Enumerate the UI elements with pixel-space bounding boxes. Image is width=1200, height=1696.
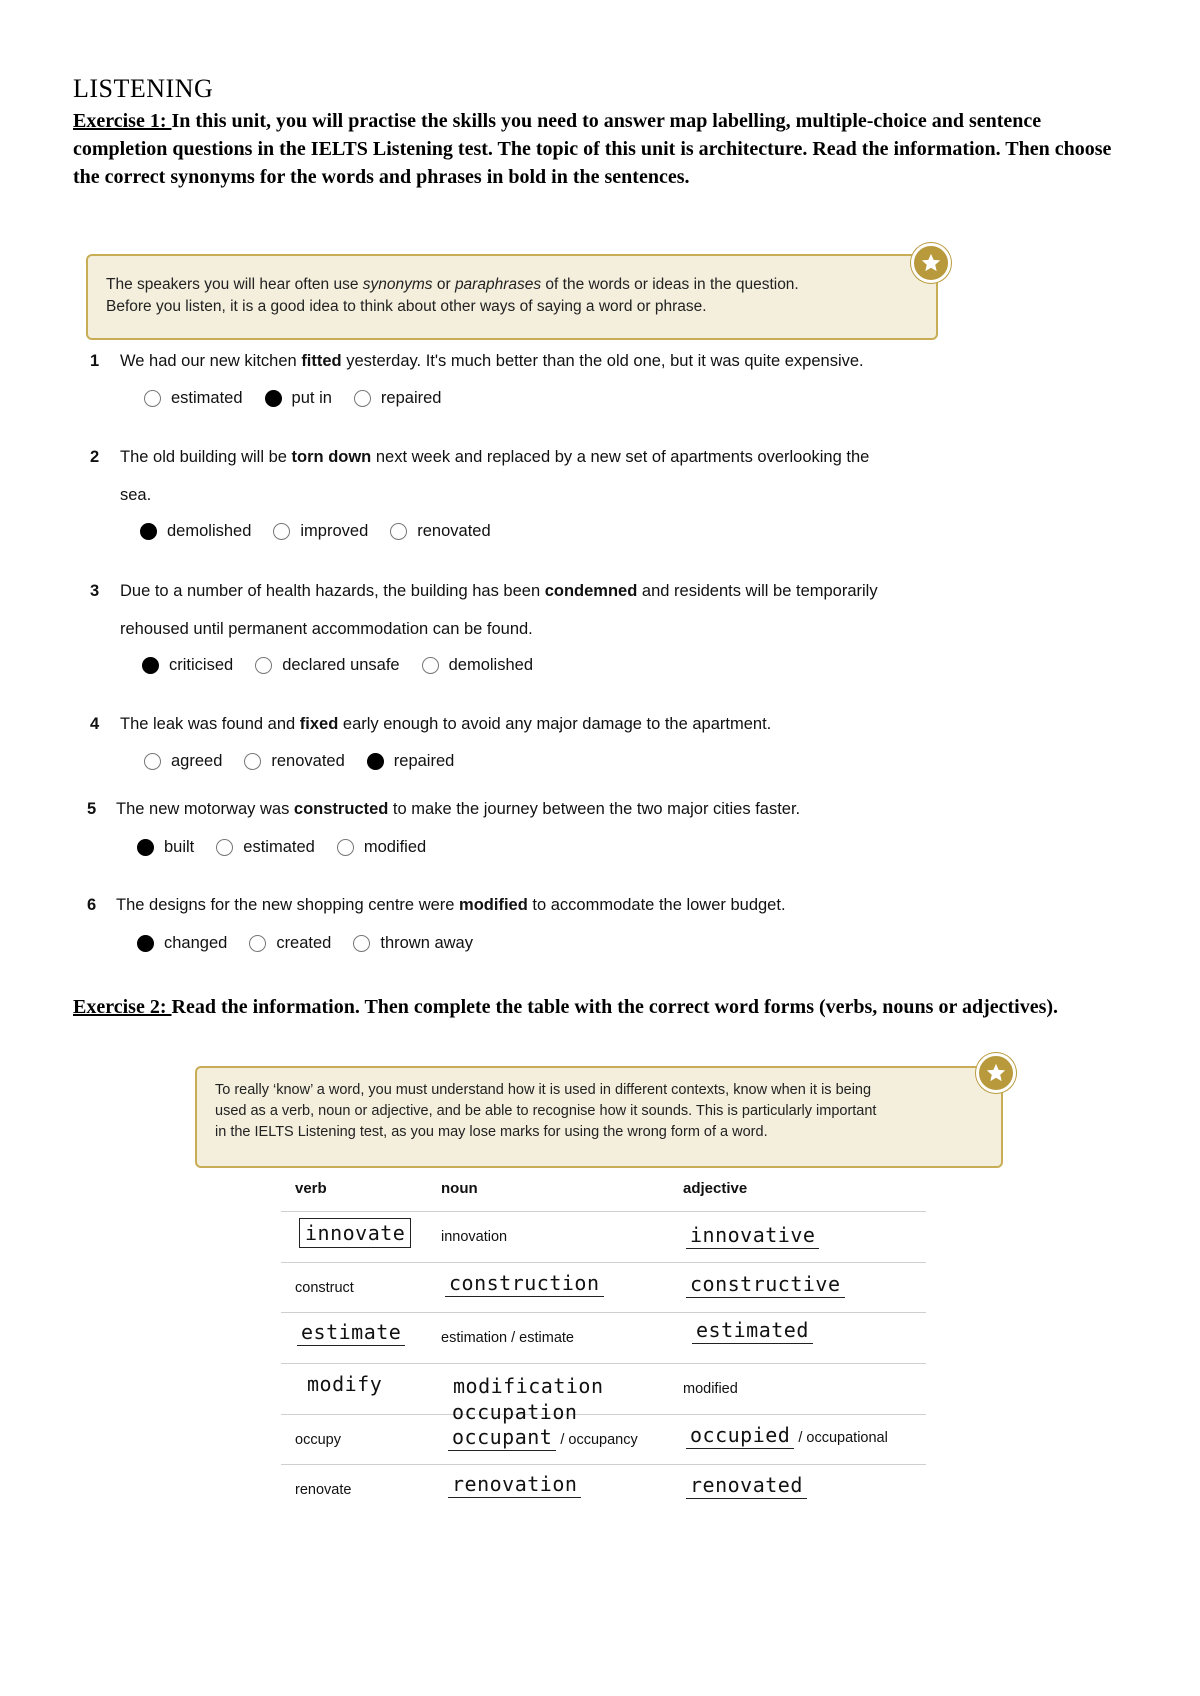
- answer-noun-modification[interactable]: modification: [453, 1374, 604, 1398]
- answer-adjective-constructive[interactable]: constructive: [686, 1272, 845, 1298]
- cell-verb-renovate: renovate: [295, 1482, 352, 1498]
- radio-icon[interactable]: [255, 657, 272, 674]
- exercise-1-text: In this unit, you will practise the skills you need to answer map labelling, multiple-choice and sentence completion questions in the IELTS Listening test. The topic of this unit is architecture. Read the information. Then choose the correct synonyms for the words and phrases in bold in the sentences.: [73, 110, 1112, 188]
- answer-noun-occupation[interactable]: occupation: [452, 1400, 578, 1424]
- option-demolished[interactable]: demolished: [422, 656, 533, 675]
- answer-adjective-renovated[interactable]: renovated: [686, 1473, 807, 1499]
- radio-icon[interactable]: [353, 935, 370, 952]
- option-criticised[interactable]: criticised: [142, 656, 233, 675]
- adjective-suffix-occupational: / occupational: [794, 1430, 888, 1446]
- question-3-options: [142, 656, 555, 675]
- radio-icon[interactable]: [144, 753, 161, 770]
- star-icon: [911, 243, 951, 283]
- answer-verb-estimate[interactable]: estimate: [297, 1320, 405, 1346]
- radio-icon[interactable]: [216, 839, 233, 856]
- answer-noun-renovation[interactable]: renovation: [448, 1472, 581, 1498]
- option-declared-unsafe[interactable]: declared unsafe: [255, 656, 399, 675]
- exercise-1-label: Exercise 1:: [73, 110, 172, 132]
- row-divider: [281, 1262, 926, 1263]
- tip-line-1: To really ‘know’ a word, you must understand how it is used in different contexts, know when it is being: [215, 1082, 872, 1098]
- row-divider: [281, 1211, 926, 1212]
- exercise-2-instruction: [73, 993, 1133, 1021]
- tip-line-2: used as a verb, noun or adjective, and be able to recognise how it sounds. This is particularly important: [215, 1103, 877, 1119]
- row-divider: [281, 1312, 926, 1313]
- radio-selected-icon[interactable]: [137, 935, 154, 952]
- noun-suffix-occupancy: / occupancy: [556, 1432, 638, 1448]
- radio-icon[interactable]: [354, 390, 371, 407]
- radio-icon[interactable]: [249, 935, 266, 952]
- option-repaired[interactable]: repaired: [367, 752, 455, 771]
- option-renovated[interactable]: renovated: [244, 752, 344, 771]
- answer-noun-construction[interactable]: construction: [445, 1271, 604, 1297]
- answer-verb-innovate[interactable]: innovate: [299, 1218, 411, 1248]
- row-divider: [281, 1363, 926, 1364]
- option-created[interactable]: created: [249, 934, 331, 953]
- cell-noun-estimation: estimation / estimate: [441, 1330, 574, 1346]
- radio-selected-icon[interactable]: [265, 390, 282, 407]
- radio-icon[interactable]: [390, 523, 407, 540]
- option-estimated[interactable]: estimated: [216, 838, 315, 857]
- answer-adjective-innovative[interactable]: innovative: [686, 1223, 819, 1249]
- tip-line-2: Before you listen, it is a good idea to think about other ways of saying a word or phrase.: [106, 298, 707, 315]
- radio-selected-icon[interactable]: [142, 657, 159, 674]
- row-divider: [281, 1414, 926, 1415]
- question-3-continued: rehoused until permanent accommodation can be found.: [120, 620, 533, 638]
- tip-box-word-forms: [195, 1066, 1003, 1168]
- radio-selected-icon[interactable]: [137, 839, 154, 856]
- option-demolished[interactable]: demolished: [140, 522, 251, 541]
- option-agreed[interactable]: agreed: [144, 752, 222, 771]
- tip-line-3: in the IELTS Listening test, as you may lose marks for using the wrong form of a word.: [215, 1124, 768, 1140]
- question-4-options: [144, 752, 476, 771]
- radio-icon[interactable]: [422, 657, 439, 674]
- column-header-noun: noun: [441, 1180, 478, 1197]
- option-renovated[interactable]: renovated: [390, 522, 490, 541]
- radio-icon[interactable]: [144, 390, 161, 407]
- question-5-options: [137, 838, 448, 857]
- option-estimated[interactable]: estimated: [144, 389, 243, 408]
- option-modified[interactable]: modified: [337, 838, 426, 857]
- option-improved[interactable]: improved: [273, 522, 368, 541]
- question-1-options: [144, 389, 463, 408]
- cell-verb-occupy: occupy: [295, 1432, 341, 1448]
- answer-noun-occupant[interactable]: occupant / occupancy: [448, 1425, 638, 1449]
- cell-verb-construct: construct: [295, 1280, 354, 1296]
- column-header-adjective: adjective: [683, 1180, 748, 1197]
- column-header-verb: verb: [295, 1180, 327, 1197]
- answer-verb-modify[interactable]: modify: [307, 1372, 383, 1396]
- radio-icon[interactable]: [273, 523, 290, 540]
- radio-icon[interactable]: [337, 839, 354, 856]
- option-thrown-away[interactable]: thrown away: [353, 934, 473, 953]
- answer-adjective-estimated[interactable]: estimated: [692, 1318, 813, 1344]
- cell-adjective-modified: modified: [683, 1381, 738, 1397]
- row-divider: [281, 1464, 926, 1465]
- exercise-1-instruction: [73, 107, 1133, 191]
- question-6-options: [137, 934, 495, 953]
- radio-selected-icon[interactable]: [367, 753, 384, 770]
- option-built[interactable]: built: [137, 838, 194, 857]
- question-2-options: [140, 522, 513, 541]
- option-changed[interactable]: changed: [137, 934, 227, 953]
- tip-line-1: The speakers you will hear often use synonyms or paraphrases of the words or ideas in the question.: [106, 276, 799, 293]
- star-icon: [976, 1053, 1016, 1093]
- exercise-2-text: Read the information. Then complete the table with the correct word forms (verbs, nouns or adjectives).: [171, 996, 1059, 1018]
- question-2-continued: sea.: [120, 486, 152, 504]
- option-repaired[interactable]: repaired: [354, 389, 442, 408]
- exercise-2-label: Exercise 2:: [73, 996, 172, 1018]
- option-put-in[interactable]: put in: [265, 389, 332, 408]
- tip-box-synonyms: [86, 254, 938, 340]
- page-title: LISTENING: [73, 74, 214, 103]
- radio-icon[interactable]: [244, 753, 261, 770]
- cell-noun-innovation: innovation: [441, 1229, 508, 1245]
- answer-adjective-occupied[interactable]: occupied / occupational: [686, 1423, 888, 1447]
- radio-selected-icon[interactable]: [140, 523, 157, 540]
